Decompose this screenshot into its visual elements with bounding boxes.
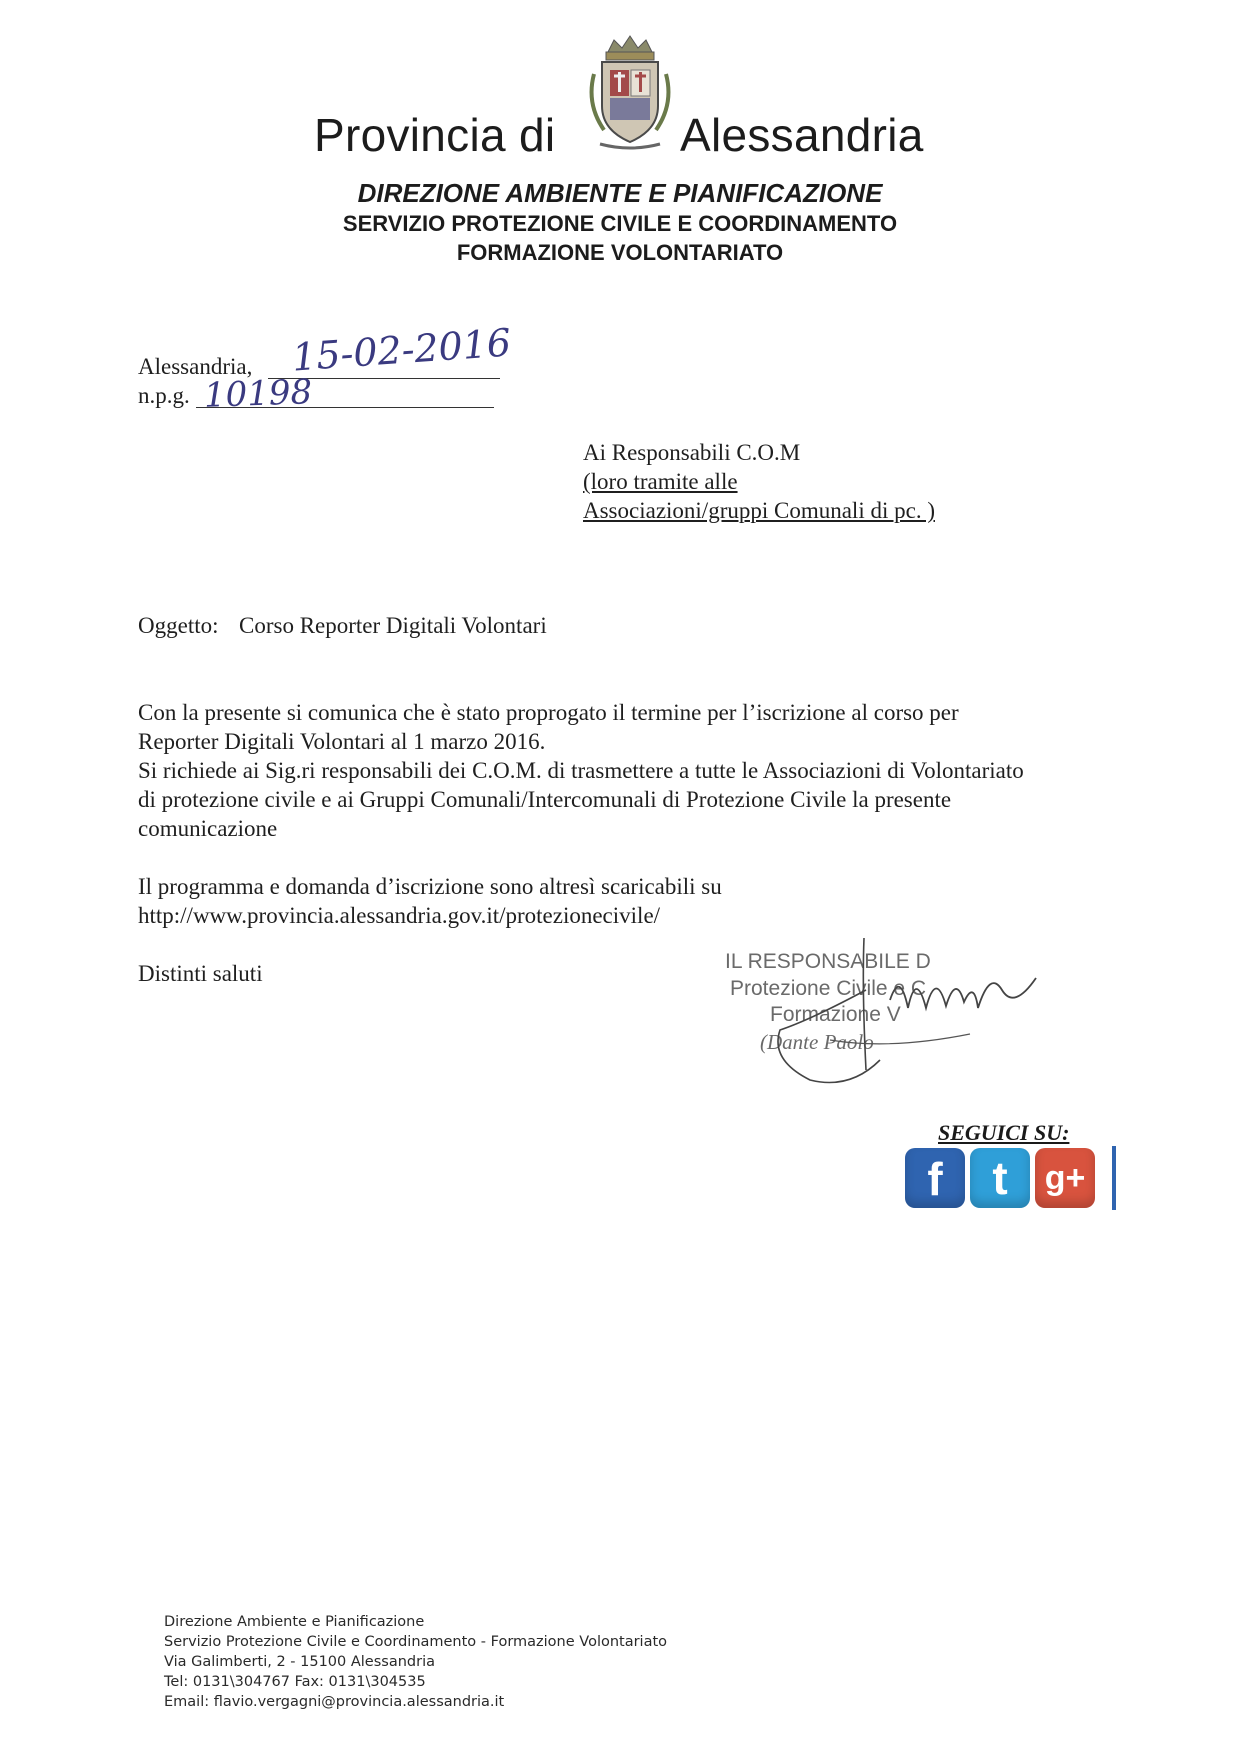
place-label: Alessandria, <box>138 354 253 379</box>
signature-line1: IL RESPONSABILE D <box>725 950 931 973</box>
npg-label: n.p.g. <box>138 383 190 408</box>
body-p3-line1: Il programma e domanda d’iscrizione sono altresì scaricabili su <box>138 874 722 899</box>
body-p2-line1: Si richiede ai Sig.ri responsabili dei C.O.M. di trasmettere a tutte le Associazioni di Volontariato <box>138 758 1024 783</box>
footer-line2: Servizio Protezione Civile e Coordinamento - Formazione Volontariato <box>164 1634 668 1650</box>
signature-line2: Protezione Civile e C <box>730 977 927 1000</box>
subject-label: Oggetto: <box>138 613 219 638</box>
recipient-line3: Associazioni/gruppi Comunali di pc. ) <box>583 498 935 523</box>
footer-line4: Tel: 0131\304767 Fax: 0131\304535 <box>164 1674 426 1690</box>
coat-of-arms-icon <box>584 34 676 156</box>
header-title-right: Alessandria <box>680 109 924 161</box>
handwritten-signature-icon <box>770 930 1050 1100</box>
service-title-line1: SERVIZIO PROTEZIONE CIVILE E COORDINAMENTO <box>342 211 898 236</box>
website-link[interactable]: http://www.provincia.alessandria.gov.it/protezionecivile/ <box>138 903 661 928</box>
twitter-icon[interactable]: t <box>970 1148 1030 1208</box>
body-p2-line3: comunicazione <box>138 816 278 841</box>
footer-line3: Via Galimberti, 2 - 15100 Alessandria <box>164 1654 435 1670</box>
header-title-left: Provincia di <box>314 109 556 161</box>
footer-email[interactable]: Email: flavio.vergagni@provincia.alessandria.it <box>164 1694 505 1710</box>
npg-handwritten: 10198 <box>203 372 313 416</box>
recipient-line1: Ai Responsabili C.O.M <box>583 440 801 465</box>
facebook-icon[interactable]: f <box>905 1148 965 1208</box>
social-edge-divider <box>1112 1146 1116 1210</box>
closing-text: Distinti saluti <box>138 961 263 986</box>
google-plus-icon[interactable]: g+ <box>1035 1148 1095 1208</box>
body-p1-line1: Con la presente si comunica che è stato proprogato il termine per l’iscrizione al corso per <box>138 700 959 725</box>
signature-line4: (Dante Paolo <box>760 1030 874 1054</box>
body-p1-line2: Reporter Digitali Volontari al 1 marzo 2016. <box>138 729 546 754</box>
recipient-line2: (loro tramite alle <box>583 469 738 494</box>
service-title-line2: FORMAZIONE VOLONTARIATO <box>456 240 784 265</box>
footer-line1: Direzione Ambiente e Pianificazione <box>164 1614 425 1630</box>
date-handwritten: 15-02-2016 <box>290 320 513 380</box>
social-label: SEGUICI SU: <box>938 1120 1070 1145</box>
department-title: DIREZIONE AMBIENTE E PIANIFICAZIONE <box>357 178 883 208</box>
body-p2-line2: di protezione civile e ai Gruppi Comunali/Intercomunali di Protezione Civile la presente <box>138 787 952 812</box>
signature-line3: Formazione V <box>770 1003 901 1026</box>
subject-text: Corso Reporter Digitali Volontari <box>239 613 547 638</box>
